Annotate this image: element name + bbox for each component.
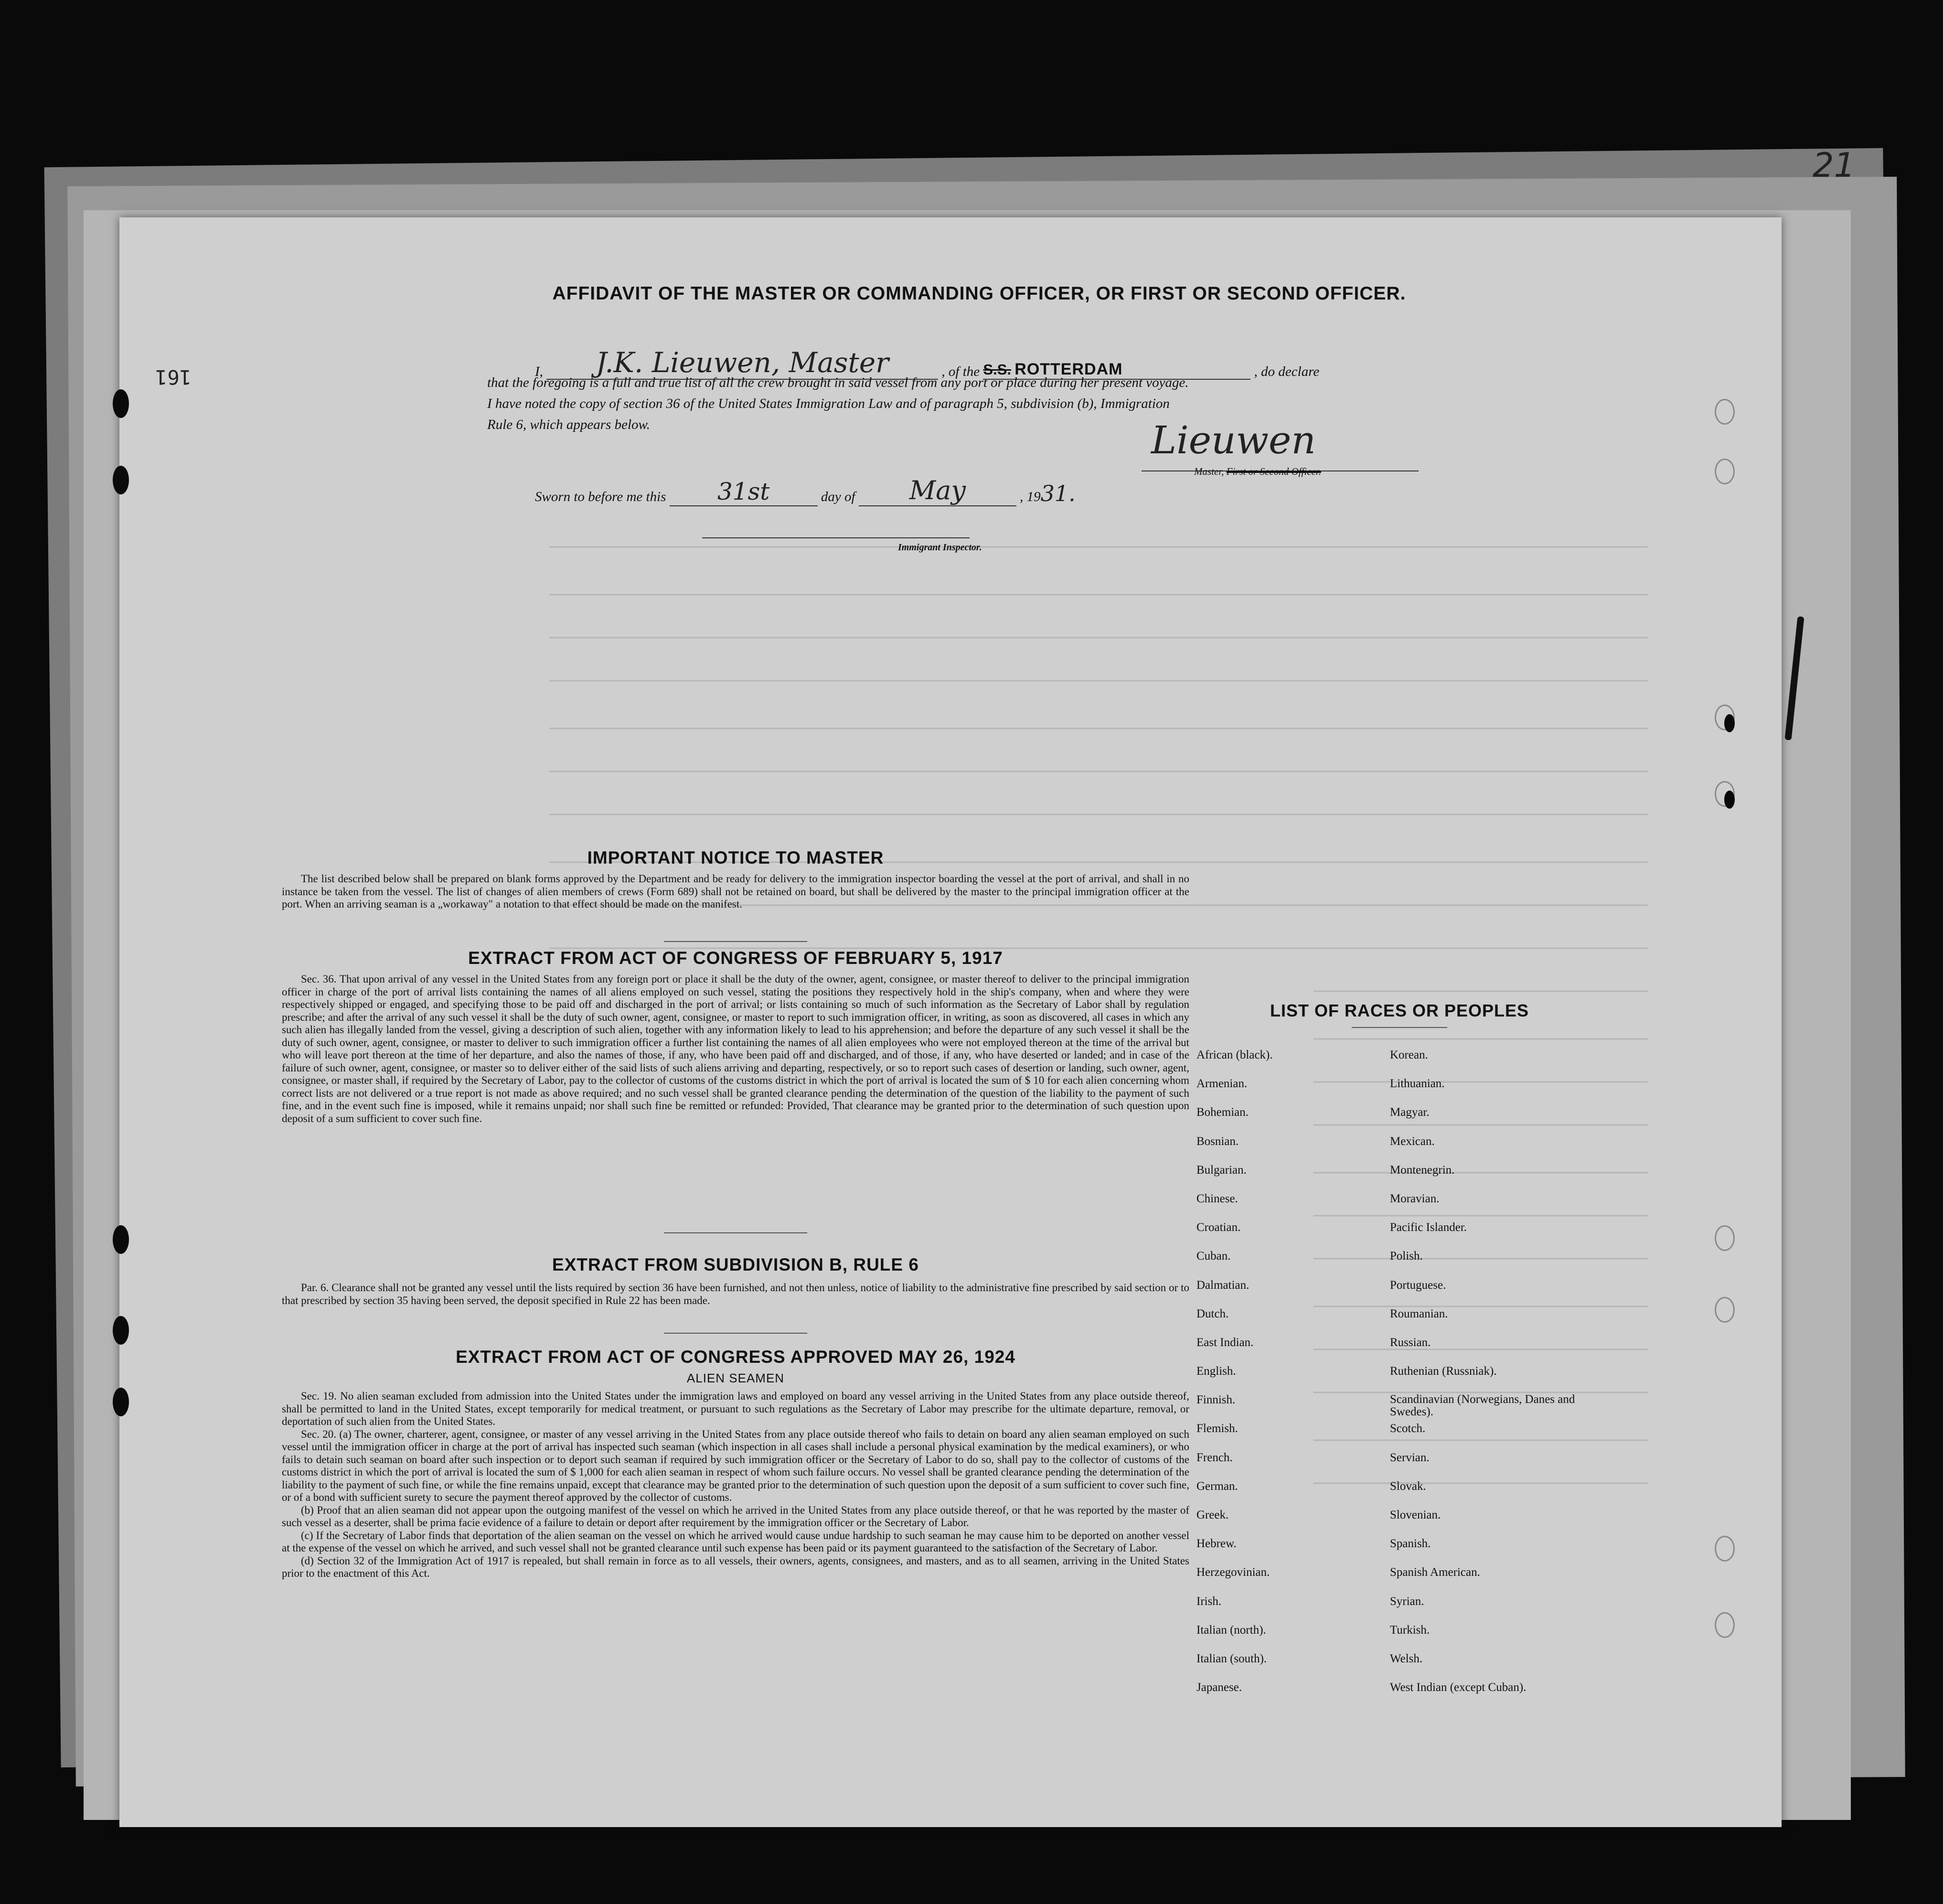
sec20b-paragraph: (b) Proof that an alien seaman did not appear upon the outgoing manifest of the vessel on which he arrived in the United States from any place outside thereof, or that he was reported by the master of such vessel as a deserter, shall be prima facie evidence of a failure to detain or deport after requirement by the immigration officer or the Secretary of Labor. [282,1504,1189,1529]
affidavit-line-2: that the foregoing is a full and true list of all the crew brought in said vessel from any port or place during her present voyage. [487,375,1189,390]
race-item: Magyar. [1390,1106,1430,1119]
margin-number: 161 [155,365,192,389]
extract-1924-body [282,1390,1189,1580]
punch-ring [1715,1612,1735,1638]
binder-hole [113,1316,129,1345]
sworn-line [535,475,1076,506]
races-right-column [1390,1048,1600,1710]
binder-hole [1724,714,1735,732]
race-item: Italian (south). [1196,1652,1267,1665]
race-item: African (black). [1196,1048,1273,1061]
binder-hole [113,1388,129,1416]
alien-seamen-subtitle: ALIEN SEAMEN [686,1371,785,1385]
race-item: Bosnian. [1196,1134,1239,1148]
race-item: French. [1196,1451,1233,1464]
race-item: English. [1196,1365,1236,1378]
caption-master: Master, [1194,466,1224,477]
signer-handwritten: J.K. Lieuwen, Master [546,346,938,380]
race-item: Italian (north). [1196,1623,1266,1637]
race-item: Greek. [1196,1508,1229,1521]
master-signature: Lieuwen [1151,418,1316,462]
divider [1352,1027,1447,1028]
race-item: Japanese. [1196,1681,1242,1694]
rule6-paragraph: Par. 6. Clearance shall not be granted any vessel until the lists required by section 36 have been furnished, and not then unless, notice of liability to the administrative fine prescribed by said section or to that prescribed by section 35 having been served, the deposit specified in Rule 22 has been made. [282,1282,1189,1306]
extract-1924-title: EXTRACT FROM ACT OF CONGRESS APPROVED MAY 26, 1924 [456,1347,1015,1367]
race-item: Slovenian. [1390,1508,1441,1521]
race-item: Montenegrin. [1390,1163,1455,1177]
sec20d-paragraph: (d) Section 32 of the Immigration Act of 1917 is repealed, but shall remain in force as to all vessels, their owners, agents, consignees, and masters, and as to all seamen, arriving in the United States prior to the enactment of this Act. [282,1554,1189,1579]
sworn-year: 31. [1040,481,1076,506]
race-item: West Indian (except Cuban). [1390,1681,1527,1694]
extract-rule6-title: EXTRACT FROM SUBDIVISION B, RULE 6 [552,1255,919,1274]
races-left-column [1196,1048,1378,1710]
notice-title: IMPORTANT NOTICE TO MASTER [587,848,884,867]
caption-struck-officer: First or Second Officer. [1226,466,1321,477]
divider [664,1232,807,1233]
divider [664,1333,807,1334]
vessel-name: ROTTERDAM [1014,360,1123,378]
race-item: Turkish. [1390,1623,1430,1637]
document-page [119,217,1782,1827]
race-item: Dalmatian. [1196,1278,1249,1292]
race-item: Bulgarian. [1196,1163,1247,1177]
race-item: Bohemian. [1196,1106,1249,1119]
sec20a-paragraph: Sec. 20. (a) The owner, charterer, agent, consignee, or master of any vessel arriving in the United States from any place outside thereof who fails to detain on board any alien seaman employed on such vessel until the immigration officer in charge at the port of arrival has inspected such seaman (which inspection in all cases shall include a personal physical examination by the medical examiners), or who fails to detain such seaman on board after such inspection or to deport such seaman if required by such immigration officer or the Secretary of Labor to do so, shall pay to the collector of customs of the customs district in which the port of arrival is located the sum of $ 1,000 for each alien seaman in respect of whom such failure occurs. No vessel shall be granted clearance pending the determination of the liability to the payment of such fine, or while the fine remains unpaid, except that clearance may be granted prior to the determination of such question upon the deposit of a sum sufficient to cover such fine, or of a bond with sufficient surety to secure the payment thereof approved by the collector of customs. [282,1428,1189,1503]
vessel-prefix: S.S. [983,361,1012,378]
punch-ring [1715,1536,1735,1562]
race-item: Hebrew. [1196,1537,1237,1551]
race-item: Spanish. [1390,1537,1431,1551]
race-item: Polish. [1390,1250,1423,1263]
race-item: Flemish. [1196,1422,1238,1435]
sworn-day-label: day of [821,489,855,504]
divider [664,941,807,942]
sec19-paragraph: Sec. 19. No alien seaman excluded from admission into the United States under the immigration laws and employed on board any vessel arriving in the United States from any place outside thereof, shall be permitted to land in the United States, except temporarily for medical treatment, or pursuant to such regulations as the Secretary of Labor may prescribe for the ultimate departure, removal, or deportation of such alien from the United States. [282,1390,1189,1427]
race-item: Moravian. [1390,1192,1440,1205]
extract-1917-body [282,973,1189,1125]
race-item: Irish. [1196,1594,1222,1608]
punch-ring [1715,459,1735,484]
race-item: Pacific Islander. [1390,1221,1467,1234]
race-item: Scandinavian (Norwegians, Danes and Swedes). [1390,1393,1575,1419]
binder-hole [113,1225,129,1254]
affidavit-of-the: , of the [941,364,980,379]
affidavit-declare: , do declare [1254,364,1320,379]
binder-hole [113,389,129,418]
signature-caption [1194,466,1321,478]
punch-ring [1715,1225,1735,1251]
race-item: Syrian. [1390,1594,1424,1608]
punch-ring [1715,1297,1735,1323]
notice-paragraph: The list described below shall be prepared on blank forms approved by the Department and be ready for delivery to the immigration inspector boarding the vessel at the port of arrival, and shall in no instance be taken from the vessel. The list of changes of alien members of crews (Form 689) shall not be retained on board, but shall be delivered by the master to the principal immigration officer at the port. When an arriving seaman is a „workaway" a notation to that effect should be made on the manifest. [282,873,1189,910]
sec20c-paragraph: (c) If the Secretary of Labor finds that deportation of the alien seaman on the vessel on which he arrived would cause undue hardship to such seaman he may cause him to be deported on another vessel at the expense of the vessel on which he arrived, and such vessel shall not be granted clearance until such expense has been paid or its payment guaranteed to the satisfaction of the Secretary of Labor. [282,1529,1189,1554]
race-item: Mexican. [1390,1134,1435,1148]
affidavit-prefix: I, [535,364,543,379]
race-item: Croatian. [1196,1221,1241,1234]
affidavit-line-4: Rule 6, which appears below. [487,417,650,432]
binder-hole [1724,791,1735,809]
sworn-year-prefix: , 19 [1020,489,1041,504]
race-item: Scotch. [1390,1422,1426,1435]
sworn-day: 31st [670,478,818,506]
extract-rule6-body [282,1282,1189,1307]
inspector-label: Immigrant Inspector. [898,542,982,553]
affidavit-title: AFFIDAVIT OF THE MASTER OR COMMANDING OFFICER, OR FIRST OR SECOND OFFICER. [552,283,1406,304]
notice-body [282,873,1189,911]
binder-hole [113,466,129,494]
extract-1917-title: EXTRACT FROM ACT OF CONGRESS OF FEBRUARY 5, 1917 [468,948,1003,968]
race-item: Servian. [1390,1451,1430,1464]
race-item: Korean. [1390,1048,1428,1061]
race-item: Chinese. [1196,1192,1238,1205]
race-item: Finnish. [1196,1393,1236,1407]
race-item: Armenian. [1196,1077,1248,1091]
races-title: LIST OF RACES OR PEOPLES [1270,1001,1529,1020]
race-item: Herzegovinian. [1196,1566,1270,1579]
race-item: Welsh. [1390,1652,1423,1665]
sworn-month: May [859,475,1016,506]
race-item: Portuguese. [1390,1278,1446,1292]
race-item: Slovak. [1390,1479,1426,1493]
race-item: Roumanian. [1390,1307,1448,1320]
race-item: German. [1196,1479,1238,1493]
affidavit-line-3: I have noted the copy of section 36 of the United States Immigration Law and of paragraph 5, subdivision (b), Immigration [487,396,1170,411]
section-36-paragraph: Sec. 36. That upon arrival of any vessel in the United States from any foreign port or place it shall be the duty of the owner, agent, consignee, or master thereof to deliver to the principal immigration officer in charge of the port of arrival lists containing the names of all aliens employed on such vessel, stating the positions they respectively hold in the ship's company, when and where they were respectively shipped or engaged, and specifying those to be paid off and discharged in the port of arrival; or lists containing so much of such information as the Secretary of Labor shall by regulation prescribe; and after the arrival of any such vessel it shall be the duty of such owner, agent, consignee, or master to report to such immigration officer, in writing, as soon as discovered, all cases in which any such alien has illegally landed from the vessel, giving a description of such alien, together with any information likely to lead to his apprehension; and before the departure of any such vessel it shall be the duty of such owner, agent, consignee, or master to deliver to such immigration officer a further list containing the names of all alien employees who were not employed thereon at the time of the arrival but who will leave port thereon at the time of her departure, and also the names of those, if any, who have been paid off and discharged, and of those, if any, who have deserted or landed; and in case of the failure of such owner, agent, consignee, or master so to deliver either of the said lists of such aliens arriving and departing, respectively, or so to report such cases of desertion or landing, such owner, agent, consignee, or master shall, if required by the Secretary of Labor, pay to the collector of customs of the customs district in which the port of arrival is located the sum of $ 10 for each alien concerning whom correct lists are not delivered or a true report is not made as above required; and no such vessel shall be granted clearance pending the determination of the question of the liability to the payment of such fine, and in the event such fine is imposed, while it remains unpaid; nor shall such fine be remitted or refunded: Provided, That clearance may be granted prior to the determination of such question upon deposit of a sum sufficient to cover such fine. [282,973,1189,1124]
sworn-prefix: Sworn to before me this [535,489,666,504]
handwritten-page-number: 21 [1813,146,1856,185]
race-item: Dutch. [1196,1307,1229,1320]
punch-ring [1715,399,1735,425]
race-item: Russian. [1390,1336,1431,1349]
race-item: Ruthenian (Russniak). [1390,1365,1497,1378]
inspector-line [702,537,970,538]
race-item: Spanish American. [1390,1566,1480,1579]
race-item: Cuban. [1196,1250,1231,1263]
race-item: East Indian. [1196,1336,1254,1349]
race-item: Lithuanian. [1390,1077,1445,1091]
